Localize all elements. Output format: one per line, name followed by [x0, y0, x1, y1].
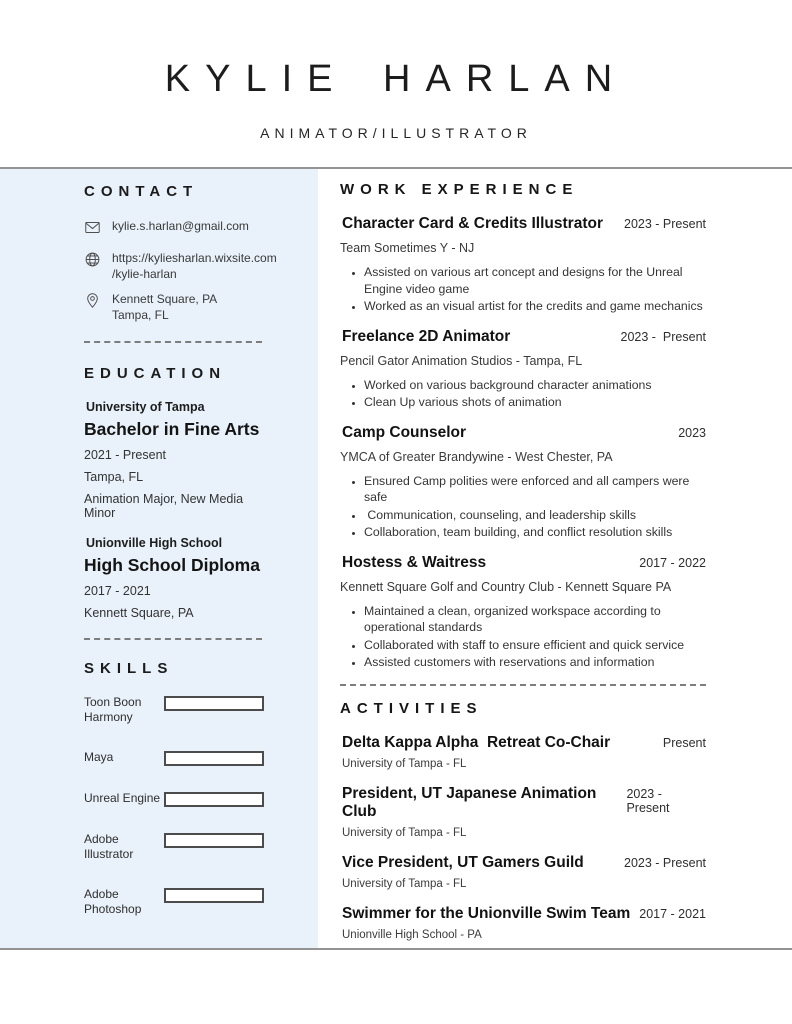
skill-row [84, 832, 264, 862]
contact-email: kylie.s.harlan@gmail.com [112, 219, 249, 233]
activities-heading: ACTIVITIES [340, 699, 483, 717]
activity-title: Vice President, UT Gamers Guild [342, 853, 584, 871]
activity-entry [340, 785, 706, 839]
work-bullet: • Collaborated with staff to ensure efficient and quick service [364, 637, 706, 654]
skill-row [84, 695, 264, 725]
contact-website-line1: https://kyliesharlan.wixsite.com [112, 251, 277, 265]
skill-label: Maya [84, 750, 114, 764]
activity-title: Delta Kappa Alpha Retreat Co-Chair [342, 733, 611, 751]
skill-bar [164, 751, 264, 766]
education-dates: 2021 - Present [84, 448, 166, 462]
contact-website-row [84, 250, 277, 282]
skill-label: Toon Boon Harmony [84, 695, 142, 724]
activity-title: Swimmer for the Unionville Swim Team [342, 904, 631, 922]
education-school: University of Tampa [86, 400, 205, 414]
work-bullet: • Assisted on various art concept and designs for the Unreal Engine video game [364, 264, 706, 297]
work-entry-titlerow [340, 424, 706, 442]
activity-title: President, UT Japanese Animation Club [342, 784, 601, 820]
skill-label: Adobe Photoshop [84, 887, 142, 916]
work-entry-org: YMCA of Greater Brandywine - West Chester, PA [340, 449, 613, 464]
education-heading: EDUCATION [84, 365, 227, 382]
work-bullet: • Clean Up various shots of animation [364, 394, 706, 411]
work-bullet: • Communication, counseling, and leadership skills [364, 507, 706, 524]
main-column [318, 169, 792, 948]
person-title: ANIMATOR/ILLUSTRATOR [260, 125, 532, 141]
activity-entry [340, 854, 706, 890]
skill-bar [164, 833, 264, 848]
contact-location-line1: Kennett Square, PA [112, 292, 218, 306]
contact-website-line2: /kylie-harlan [112, 267, 177, 281]
skill-bar [164, 696, 264, 711]
work-entry-bullets [340, 377, 706, 411]
activity-org: Unionville High School - PA [342, 928, 482, 941]
education-entry [84, 400, 264, 520]
activity-dates: 2023 - Present [626, 786, 670, 815]
skill-label: Unreal Engine [84, 791, 161, 805]
work-bullet: • Maintained a clean, organized workspace according to operational standards [364, 603, 706, 636]
work-entry [340, 424, 706, 541]
activity-titlerow [340, 905, 706, 923]
education-degree: Bachelor in Fine Arts [84, 419, 260, 439]
contact-location [112, 291, 217, 323]
skill-row [84, 887, 264, 917]
work-entry-title: Character Card & Credits Illustrator [342, 215, 603, 232]
activity-dates: Present [662, 735, 706, 750]
work-entry-titlerow [340, 554, 706, 572]
work-entry-bullets [340, 473, 706, 541]
skill-row [84, 750, 264, 766]
sidebar [0, 169, 318, 948]
work-entry-dates: 2023 [678, 425, 706, 440]
envelope-icon [84, 218, 112, 241]
work-entry-org: Kennett Square Golf and Country Club - Kennett Square PA [340, 579, 672, 594]
education-details: Animation Major, New Media Minor [84, 492, 244, 520]
work-entry-org: Team Sometimes Y - NJ [340, 241, 475, 255]
resume-header [0, 0, 792, 141]
work-bullet: • Ensured Camp polities were enforced and all campers were safe [364, 473, 706, 506]
activity-dates: 2023 - Present [624, 855, 706, 870]
activity-titlerow [340, 734, 706, 752]
work-bullet: • Worked on various background character animations [364, 377, 706, 394]
education-location: Tampa, FL [84, 470, 144, 484]
activity-org: University of Tampa - FL [342, 757, 467, 770]
work-entry-titlerow [340, 328, 706, 346]
main-divider [340, 684, 706, 686]
activity-entry [340, 905, 706, 941]
work-bullet: • Collaboration, team building, and conflict resolution skills [364, 524, 706, 541]
education-location: Kennett Square, PA [84, 606, 194, 620]
work-entry-dates: 2017 - 2022 [639, 555, 706, 570]
work-entry [340, 215, 706, 315]
skill-bar [164, 888, 264, 903]
content-band [0, 167, 792, 950]
location-pin-icon [84, 291, 112, 323]
skills-heading: SKILLS [84, 660, 174, 677]
work-entry [340, 554, 706, 671]
contact-location-row [84, 291, 264, 323]
activity-titlerow [340, 785, 706, 821]
education-section [84, 365, 264, 620]
sidebar-divider [84, 341, 262, 343]
work-entry-dates: 2023 - Present [620, 329, 706, 344]
skill-label: Adobe Illustrator [84, 832, 134, 861]
work-entry-title: Freelance 2D Animator [342, 327, 511, 345]
work-entry-bullets [340, 264, 706, 315]
skill-bar [164, 792, 264, 807]
work-entry-title: Camp Counselor [342, 423, 467, 441]
work-bullet: • Worked as an visual artist for the credits and game mechanics [364, 298, 706, 315]
activity-org: University of Tampa - FL [342, 877, 467, 890]
work-entry-dates: 2023 - Present [624, 217, 706, 231]
work-entry [340, 328, 706, 411]
work-entry-org: Pencil Gator Animation Studios - Tampa, FL [340, 353, 583, 368]
person-name: KYLIE HARLAN [164, 58, 628, 100]
globe-icon [84, 250, 112, 282]
skills-section [84, 660, 264, 917]
activity-org: University of Tampa - FL [342, 826, 467, 839]
education-dates: 2017 - 2021 [84, 584, 151, 598]
contact-location-line2: Tampa, FL [112, 308, 169, 322]
activity-dates: 2017 - 2021 [639, 906, 706, 921]
work-entry-titlerow [340, 215, 706, 233]
work-entry-bullets [340, 603, 706, 671]
contact-email-row [84, 218, 264, 241]
work-bullet: • Assisted customers with reservations and information [364, 654, 706, 671]
work-experience-heading: WORK EXPERIENCE [340, 181, 579, 198]
education-degree: High School Diploma [84, 555, 260, 575]
contact-website [112, 250, 277, 282]
activity-titlerow [340, 854, 706, 872]
education-entry [84, 536, 264, 620]
work-entry-title: Hostess & Waitress [342, 553, 487, 571]
contact-heading: CONTACT [84, 183, 199, 200]
skill-row [84, 791, 264, 807]
activity-entry [340, 734, 706, 770]
sidebar-divider [84, 638, 262, 640]
education-school: Unionville High School [86, 536, 223, 550]
